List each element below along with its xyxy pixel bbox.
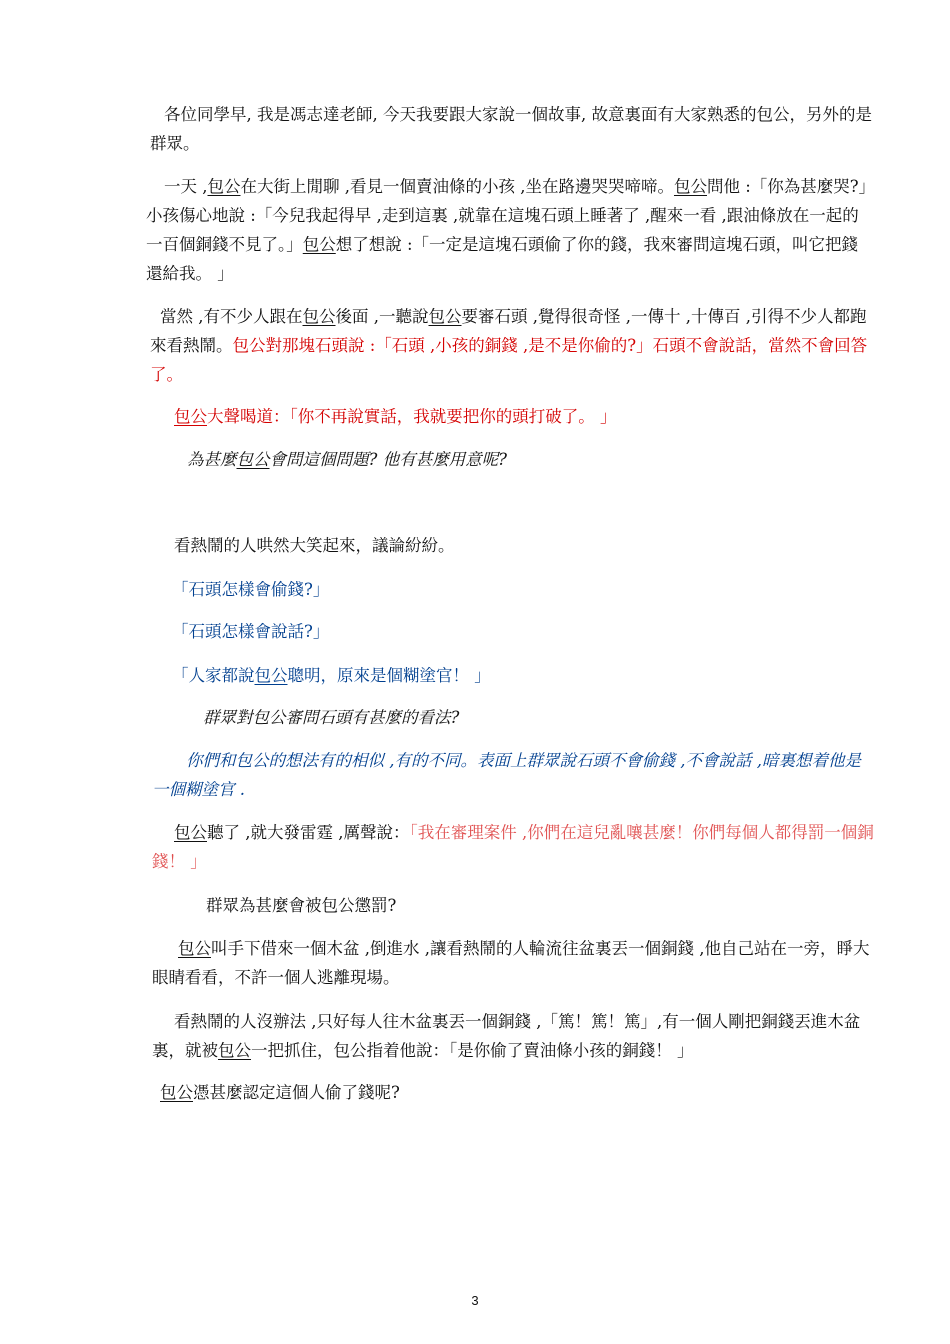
paragraph-story-start [146, 172, 872, 288]
text-span: 看熱鬧的人沒辦法 ,只好每人往木盆裏丟一個銅錢 ,「篤！篤！篤」,有一個人剛把銅錢丟進木盆裏，就被 [152, 1012, 861, 1060]
text-span: 聰明，原來是個糊塗官！ 」 [287, 666, 491, 685]
crowd-remark-3 [172, 661, 872, 690]
text-span: 聽了 ,就大發雷霆 ,厲聲說： [207, 823, 410, 842]
red-dialogue: 「我在審理案件 ,你們在這兒亂嚷甚麼！你們每個人都得罰一個銅錢！ 」 [152, 823, 874, 871]
paragraph-intro: 各位同學早, 我是馮志達老師, 今天我要跟大家說一個故事, 故意裏面有大家熟悉的包公，另外的是群眾。 [150, 105, 872, 153]
text-span: 大聲喝道：「你不再說實話，我就要把你的頭打破了。 」 [207, 407, 617, 426]
paragraph-crowd-laughs: 看熱鬧的人哄然大笑起來，議論紛紛。 [174, 536, 455, 555]
text-span: 為甚麼 [187, 450, 237, 469]
baogong-name: 包公 [218, 1041, 251, 1060]
paragraph-wooden-basin [152, 934, 874, 992]
text-span: 要審石頭 ,覺得很奇怪 ,一傳十 ,十傳百 ,引得不少人都跑來看熱鬧。 [150, 307, 867, 355]
text-span: 想了想說 :「一定是這塊石頭偷了你的錢，我來審問這塊石頭，叫它把錢還給我。 」 [146, 235, 859, 283]
red-dialogue: 包公對那塊石頭說 :「石頭 ,小孩的銅錢 ,是不是你偷的?」石頭不會說話，當然不會回答了。 [150, 336, 868, 384]
paragraph-baogong-shouts [174, 402, 874, 431]
text-span: 會問這個問題? 他有甚麼用意呢? [269, 450, 507, 469]
text-span: 當然 ,有不少人跟在 [160, 307, 303, 326]
question-2: 群眾對包公審問石頭有甚麼的看法? [203, 708, 460, 727]
text-span: 叫手下借來一個木盆 ,倒進水 ,讓看熱鬧的人輪流往盆裏丟一個銅錢 ,他自己站在一旁，睜大眼睛看看，不許一個人逃離現場。 [152, 939, 870, 987]
text-span: 憑甚麼認定這個人偷了錢呢? [193, 1083, 400, 1102]
paragraph-baogong-angry [152, 818, 874, 876]
text-span: 一天 , [164, 177, 208, 196]
crowd-remark-1: 「石頭怎樣會偷錢?」 [172, 580, 330, 599]
baogong-name: 包公 [174, 823, 207, 842]
crowd-remark-2: 「石頭怎樣會說話?」 [172, 622, 330, 641]
baogong-name: 包公 [428, 307, 462, 326]
paragraph-crowd-follows [150, 302, 872, 389]
baogong-name: 包公 [254, 666, 288, 685]
text-span: 一把抓住，包公指着他說：「是你偷了賣油條小孩的銅錢！ 」 [251, 1041, 694, 1060]
text-span: 後面 ,一聽說 [335, 307, 429, 326]
baogong-name: 包公 [673, 177, 707, 196]
baogong-name: 包公 [302, 307, 336, 326]
question-1 [187, 445, 867, 474]
text-span: 「人家都說 [172, 666, 255, 685]
answer-2: 你們和包公的想法有的相似 ,有的不同。表面上群眾說石頭不會偷錢 ,不會說話 ,暗裏想着他是一個糊塗官 . [152, 751, 861, 799]
question-3: 群眾為甚麼會被包公懲罰? [206, 896, 397, 915]
baogong-name: 包公 [160, 1083, 193, 1102]
text-span: 問他 :「你為甚麼哭?」小孩傷心地說 :「今兒我起得早 ,走到這裏 ,就靠在這塊石頭上睡著了 ,醒來一看 ,跟油條放在一起的一百個銅錢不見了。」 [146, 177, 867, 254]
baogong-name: 包公 [236, 450, 270, 469]
paragraph-catch-thief [152, 1007, 874, 1065]
baogong-name: 包公 [207, 177, 241, 196]
baogong-name: 包公 [302, 235, 336, 254]
baogong-name: 包公 [178, 939, 211, 958]
baogong-name: 包公 [174, 407, 207, 426]
text-span: 在大街上閒聊 ,看見一個賣油條的小孩 ,坐在路邊哭哭啼啼。 [240, 177, 674, 196]
page-number: 3 [471, 1293, 479, 1308]
question-4 [160, 1078, 872, 1107]
